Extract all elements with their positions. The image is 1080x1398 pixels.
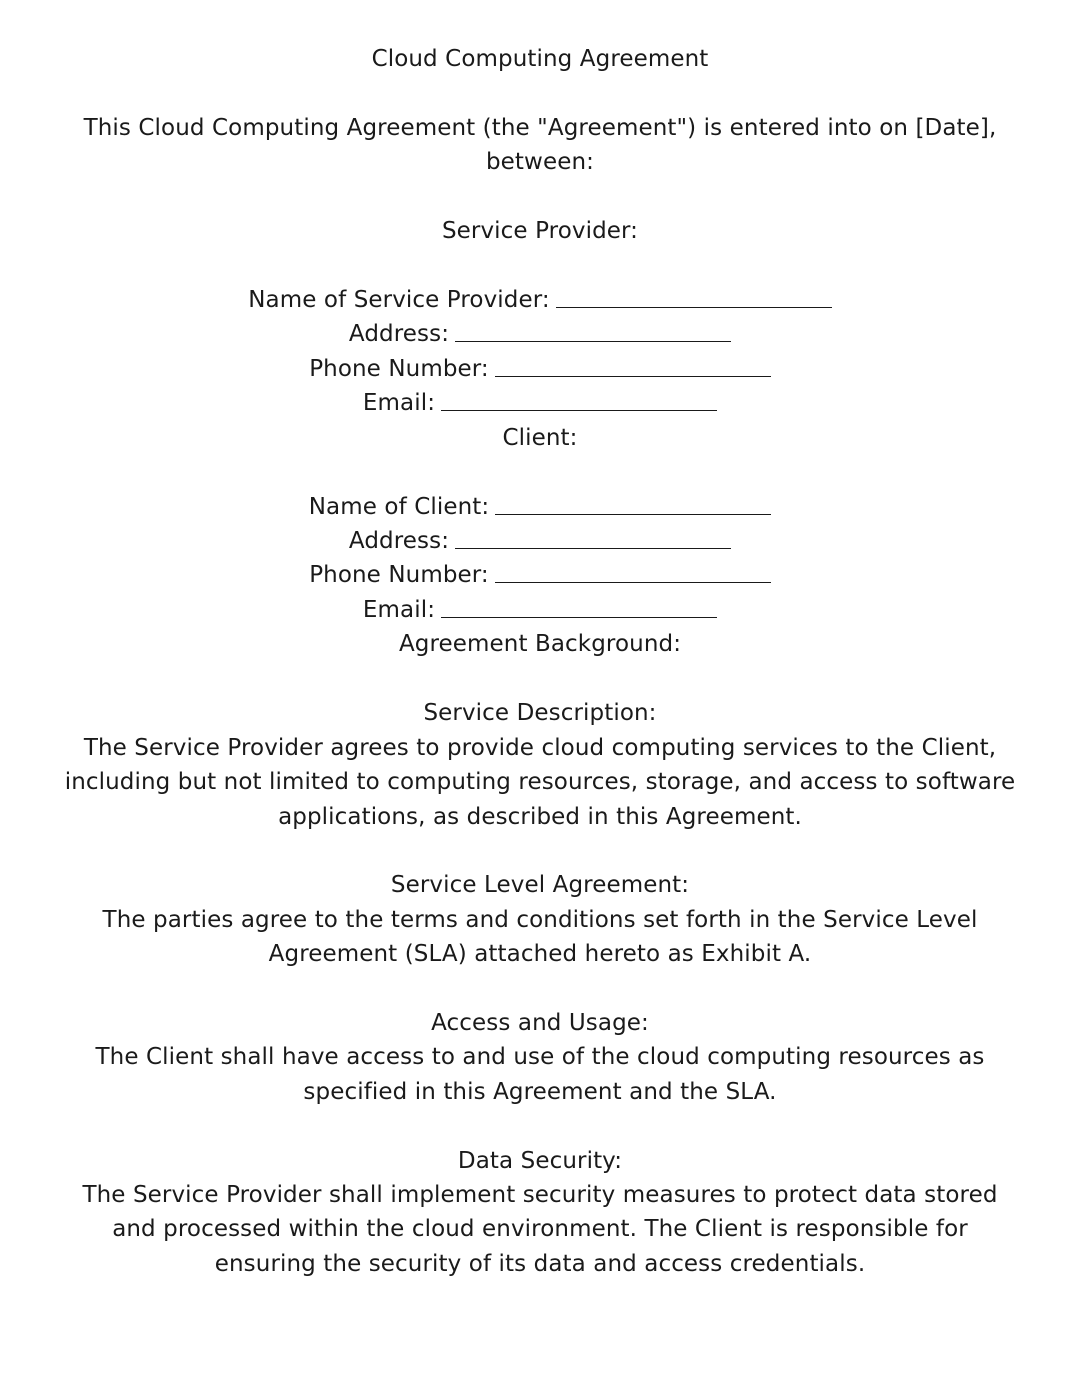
client-heading: Client: [502, 425, 578, 451]
signature-blank [441, 616, 717, 618]
field-label: Address: [348, 321, 450, 347]
intro-line: This Cloud Computing Agreement (the "Agreement") is entered into on [Date], [83, 115, 997, 141]
field-label: Address: [348, 528, 450, 554]
section-text-line: The Service Provider agrees to provide cloud computing services to the Client, [83, 735, 997, 761]
provider-email-field [0, 386, 1080, 420]
field-label: Phone Number: [309, 356, 489, 382]
document-title: Cloud Computing Agreement [371, 46, 709, 72]
section-heading: Service Level Agreement: [390, 872, 690, 898]
section-text-line: including but not limited to computing resources, storage, and access to software [64, 769, 1016, 795]
signature-blank [455, 340, 731, 342]
field-label: Name of Service Provider: [248, 287, 550, 313]
section-text-line: The Service Provider shall implement security measures to protect data stored [82, 1182, 998, 1208]
provider-phone-field [0, 352, 1080, 386]
signature-blank [441, 409, 717, 411]
section-text-line: The Client shall have access to and use of the cloud computing resources as [95, 1044, 985, 1070]
provider-name-field [0, 283, 1080, 317]
client-name-field [0, 490, 1080, 524]
signature-blank [556, 306, 832, 308]
signature-blank [455, 547, 731, 549]
signature-blank [495, 513, 771, 515]
field-label: Phone Number: [309, 562, 489, 588]
provider-address-field [0, 317, 1080, 351]
field-label: Name of Client: [308, 494, 490, 520]
provider-heading: Service Provider: [441, 218, 639, 244]
section-heading: Access and Usage: [431, 1010, 649, 1036]
section-text-line: specified in this Agreement and the SLA. [303, 1079, 777, 1105]
section-heading: Service Description: [423, 700, 657, 726]
client-email-field [0, 593, 1080, 627]
background-heading: Agreement Background: [398, 631, 682, 657]
section-text-line: and processed within the cloud environment. The Client is responsible for [112, 1216, 968, 1242]
intro-line: between: [485, 149, 594, 175]
field-label: Email: [362, 390, 436, 416]
signature-blank [495, 375, 771, 377]
signature-blank [495, 581, 771, 583]
client-address-field [0, 524, 1080, 558]
client-phone-field [0, 558, 1080, 592]
section-text-line: applications, as described in this Agreement. [278, 804, 802, 830]
field-label: Email: [362, 597, 436, 623]
section-text-line: Agreement (SLA) attached hereto as Exhibit A. [268, 941, 812, 967]
section-text-line: ensuring the security of its data and access credentials. [214, 1251, 866, 1277]
section-text-line: The parties agree to the terms and conditions set forth in the Service Level [102, 907, 978, 933]
section-heading: Data Security: [457, 1148, 623, 1174]
